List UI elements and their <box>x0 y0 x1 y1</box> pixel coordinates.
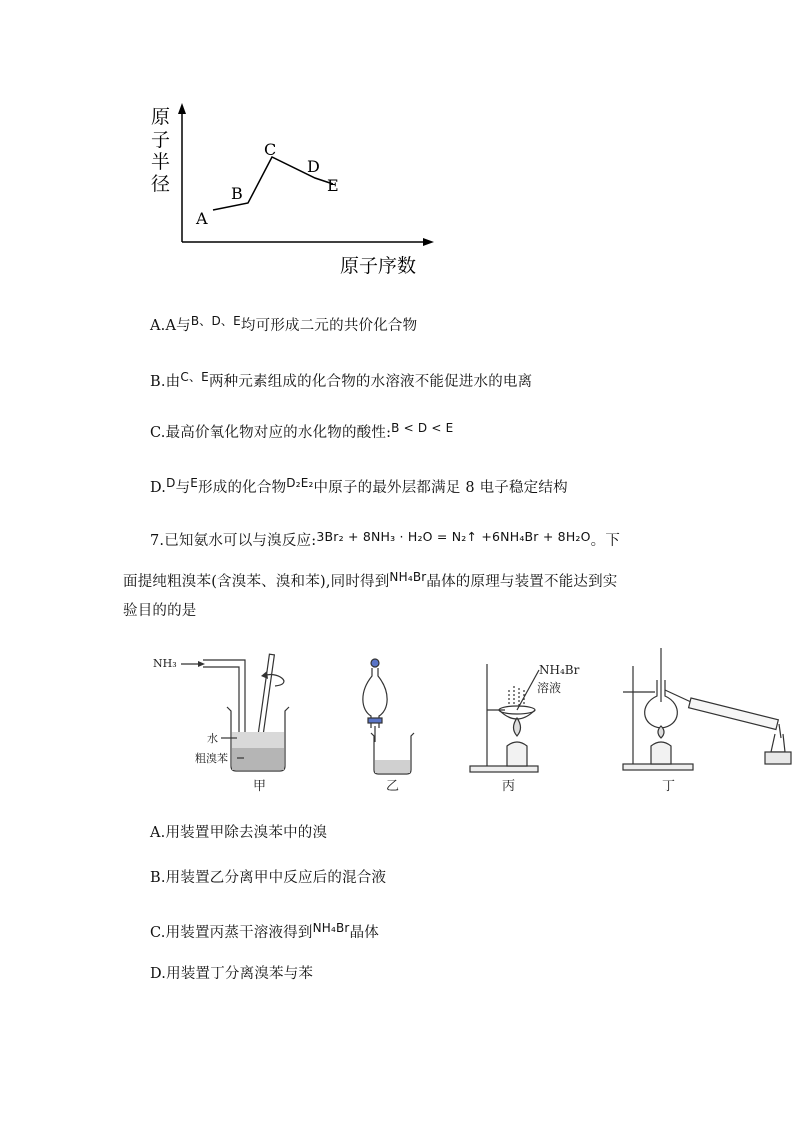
q7-option-c: C.用装置丙蒸干溶液得到$^{NH_4Br}$晶体 <box>150 921 379 941</box>
water-layer <box>232 732 284 748</box>
point-label-a: A <box>196 209 208 228</box>
apparatus-ding <box>623 648 791 794</box>
y-axis-label <box>151 106 170 195</box>
point-label-c: C <box>264 140 277 159</box>
label-bing: 丙 <box>502 779 516 794</box>
apparatus-yi <box>363 659 414 794</box>
beaker-yi-liquid <box>375 760 410 773</box>
point-label-e: E <box>327 176 339 195</box>
q6-option-d: D.$^D$与$^E$形成的化合物$^{D_2E_2}$中原子的最外层都满足 8 电子稳定结构 <box>150 476 568 496</box>
apparatus-figure <box>145 640 794 800</box>
atomic-radius-graph <box>140 100 450 285</box>
lamp-flame <box>514 718 521 736</box>
x-axis-label: 原子序数 <box>340 255 417 277</box>
stir-arrow-head <box>261 671 268 679</box>
stand-base-bing <box>470 766 538 772</box>
label-jia: 甲 <box>253 779 267 794</box>
apparatus-bing <box>470 663 580 794</box>
y-label-char: 半 <box>151 151 171 173</box>
y-axis-arrow <box>178 103 186 114</box>
q6-option-c: C.最高价氧化物对应的水化物的酸性:$^{B < D < E}$ <box>150 421 454 441</box>
label-ding: 丁 <box>662 779 676 794</box>
point-label-d: D <box>307 157 320 176</box>
q7-stem-line2: 面提纯粗溴苯(含溴苯、溴和苯),同时得到$^{NH_4Br}$晶体的原理与装置不能达到实 <box>123 570 618 590</box>
q6-option-b: B.由$^{C、E}$两种元素组成的化合物的水溶液不能促进水的电离 <box>150 370 533 390</box>
label-yi: 乙 <box>386 779 400 794</box>
q7-option-d: D.用装置丁分离溴苯与苯 <box>150 966 314 982</box>
nh3-label: NH₃ <box>153 657 177 670</box>
q7-stem-line1: 7.已知氨水可以与溴反应:3Br₂ + 8NH₃ · H₂O = N₂↑ +6NH₄Br + 8H₂O。下 <box>150 529 621 549</box>
q7-stem-line3: 验目的的是 <box>123 603 197 619</box>
y-label-char: 径 <box>151 173 171 195</box>
x-axis-arrow <box>423 238 434 246</box>
q7-option-b: B.用装置乙分离甲中反应后的混合液 <box>150 870 387 886</box>
gas-arrow-head <box>198 661 205 667</box>
receiving-flask <box>771 734 785 752</box>
stand-base-ding <box>623 764 693 770</box>
solution-label: 溶液 <box>537 681 562 695</box>
apparatus-jia <box>153 654 289 794</box>
alcohol-lamp <box>507 742 527 766</box>
y-label-char: 子 <box>151 129 171 151</box>
funnel-stopcock <box>368 718 382 723</box>
glass-rod-bing <box>517 670 539 710</box>
y-label-char: 原 <box>151 106 171 128</box>
point-label-b: B <box>231 184 243 203</box>
steam <box>509 686 524 706</box>
nh4br-label: NH₄Br <box>539 663 580 677</box>
lamp-flame-ding <box>658 726 664 738</box>
condenser <box>689 698 779 729</box>
water-label: 水 <box>207 732 218 745</box>
adapter <box>779 724 781 738</box>
q6-option-a: A.A与$^{B、D、E}$均可形成二元的共价化合物 <box>150 314 418 334</box>
crude-label: 粗溴苯 <box>195 752 228 765</box>
q7-option-a: A.用装置甲除去溴苯中的溴 <box>150 825 328 841</box>
crude-layer <box>232 748 284 770</box>
funnel-stopper <box>371 659 379 667</box>
receiving-base <box>765 752 791 764</box>
flask-side-arm <box>665 690 691 702</box>
heating-lamp-ding <box>651 742 671 764</box>
